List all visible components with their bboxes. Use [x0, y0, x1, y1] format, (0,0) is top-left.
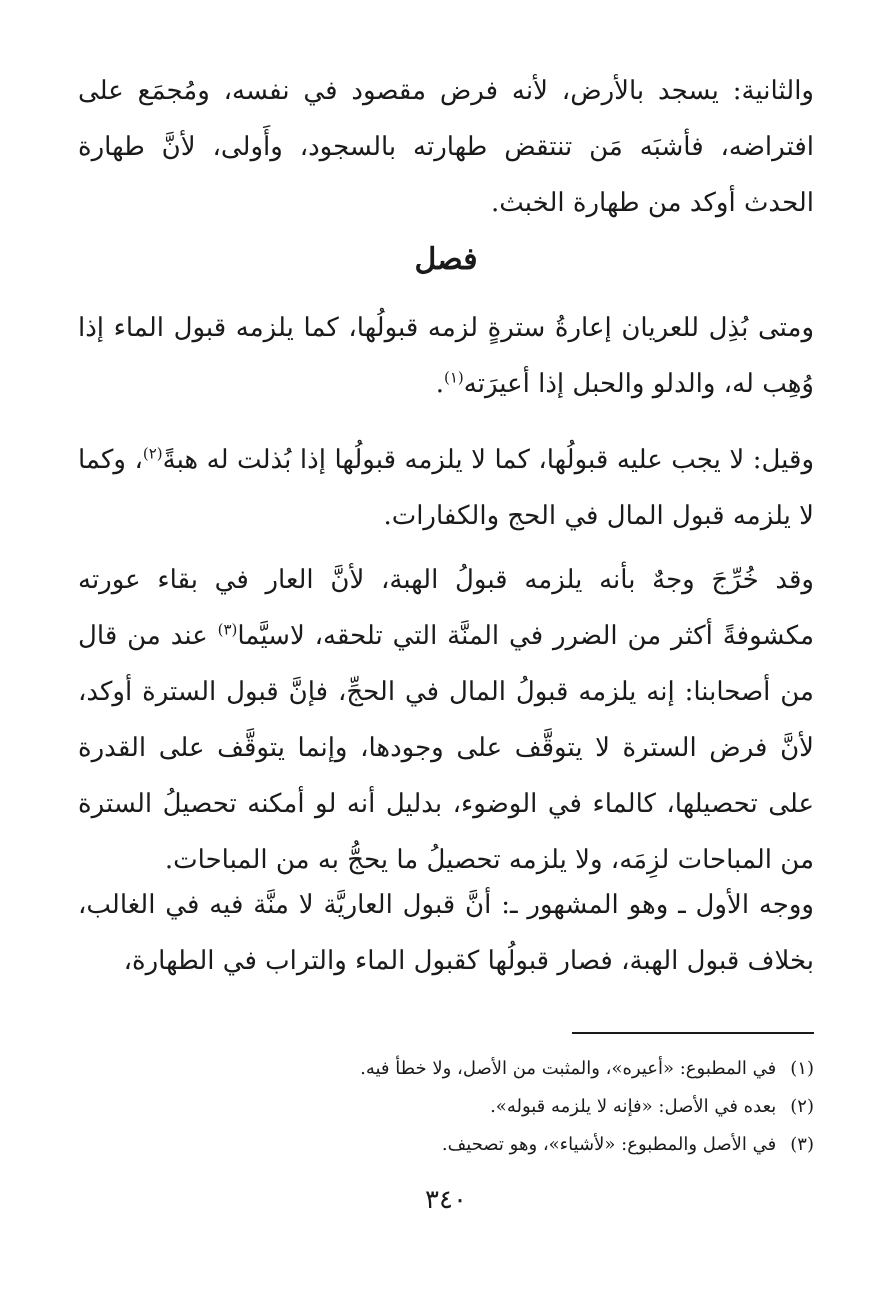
- footnote-1-text: في المطبوع: «أعيره»، والمثبت من الأصل، ولا خطأ فيه.: [360, 1058, 777, 1079]
- footnote-3: [78, 1126, 814, 1164]
- paragraph-3: [78, 432, 814, 544]
- footnote-ref-1: (١): [443, 368, 464, 387]
- paragraph-3-comma: ،: [134, 445, 143, 475]
- footnote-ref-2: (٢): [142, 444, 163, 463]
- section-heading: فصل: [414, 242, 478, 277]
- footnote-1: [78, 1050, 814, 1088]
- paragraph-1: [78, 63, 814, 231]
- page-number: ٣٤٠: [425, 1185, 467, 1215]
- footnotes-list: [78, 1050, 814, 1164]
- footnote-2-text: بعده في الأصل: «فإنه لا يلزمه قبوله».: [490, 1096, 777, 1117]
- footnote-3-number: (٣): [790, 1134, 814, 1155]
- paragraph-4: [78, 552, 814, 888]
- paragraph-2: [78, 300, 814, 412]
- paragraph-5: [78, 877, 814, 989]
- footnote-2-number: (٢): [790, 1096, 814, 1117]
- paragraph-4-continuation: عند من قال من أصحابنا: إنه يلزمه قبولُ المال في الحجِّ، فإنَّ قبول السترة أوكد، لأنَّ فرض السترة لا يتوقَّف على وجودها، وإنما يتوقَّف على القدرة على تحصيلها، كالماء في الوضوء، بدليل أنه لو أمكنه تحصيلُ السترة من المباحات لزِمَه، ولا يلزمه تحصيلُ ما يحجُّ به من المباحات.: [78, 621, 814, 875]
- paragraph-5-text: ووجه الأول ـ وهو المشهور ـ: أنَّ قبول العاريَّة لا منَّة فيه في الغالب، بخلاف قبول الهبة، فصار قبولُها كقبول الماء والتراب في الطهارة،: [78, 890, 814, 976]
- footnote-separator: [572, 1032, 814, 1034]
- footnote-ref-3: (٣): [217, 620, 238, 639]
- paragraph-2-end: .: [435, 369, 444, 399]
- paragraph-3-continuation: وكما لا يلزمه قبول المال في الحج والكفارات.: [78, 445, 814, 531]
- paragraph-4-text: وقد خُرِّجَ وجهٌ بأنه يلزمه قبولُ الهبة، لأنَّ العار في بقاء عورته مكشوفةً أكثر من الضرر في المنَّة التي تلحقه، لاسيَّما: [78, 565, 814, 651]
- footnote-1-number: (١): [790, 1058, 814, 1079]
- footnote-2: [78, 1088, 814, 1126]
- paragraph-1-text: والثانية: يسجد بالأرض، لأنه فرض مقصود في نفسه، ومُجمَع على افتراضه، فأشبَه مَن تنتقض طهارته بالسجود، وأَولى، لأنَّ طهارة الحدث أوكد من طهارة الخبث.: [78, 76, 814, 218]
- paragraph-3-text: وقيل: لا يجب عليه قبولُها، كما لا يلزمه قبولُها إذا بُذلت له هبةً: [162, 445, 815, 475]
- paragraph-2-text: ومتى بُذِل للعريان إعارةُ سترةٍ لزمه قبولُها، كما يلزمه قبول الماء إذا وُهِب له، والدلو والحبل إذا أعيرَته: [78, 313, 814, 399]
- footnote-3-text: في الأصل والمطبوع: «لأشياء»، وهو تصحيف.: [441, 1134, 777, 1155]
